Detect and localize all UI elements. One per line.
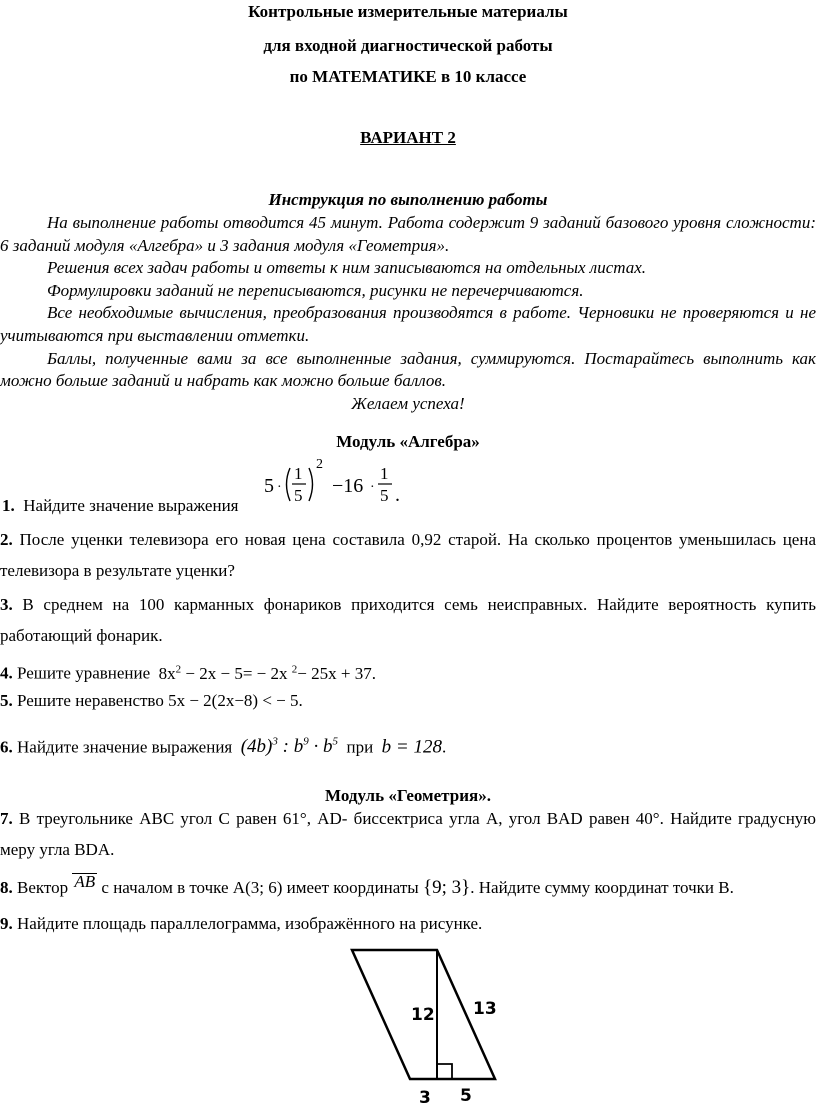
task-1 <box>0 454 816 524</box>
task-8-post: . Найдите сумму координат точки B. <box>470 878 734 897</box>
task-8-vector: AB <box>74 872 96 891</box>
task-6: 6. Найдите значение выражения $(4b)^3$ : $b^9 \cdot b^5$ при b = 128. <box>0 736 447 758</box>
formula-num: 1 <box>294 464 303 483</box>
base-right-label: 5 <box>460 1086 472 1106</box>
task-8-mid: с началом в точке A(3; 6) имеет координаты <box>101 878 419 897</box>
task-9-text: Найдите площадь параллелограмма, изображённого на рисунке. <box>17 914 483 933</box>
header-line-3: по МАТЕМАТИКЕ в 10 классе <box>289 67 527 86</box>
svg-text:·: · <box>277 480 282 495</box>
task-6-expression: $(4b)^3$ : $b^9 \cdot b^5$ <box>240 736 338 758</box>
formula-exp: 2 <box>316 457 323 472</box>
height-label: 12 <box>411 1005 435 1025</box>
side-label: 13 <box>473 999 497 1019</box>
task-8 <box>0 872 816 903</box>
instructions-p3: Формулировки заданий не переписываются, рисунки не перечерчиваются. <box>47 280 584 300</box>
formula-num2: 1 <box>380 464 389 483</box>
formula-den2: 5 <box>380 486 389 505</box>
instructions-title: Инструкция по выполнению работы <box>268 190 548 209</box>
formula-coef: 5 <box>264 475 274 497</box>
task-1-number: 1. <box>2 496 15 515</box>
task-4-text: Решите уравнение <box>17 663 151 683</box>
header-line-2: для входной диагностической работы <box>263 36 553 55</box>
task-5-text: Решите неравенство <box>17 691 164 710</box>
task-5-inequality: 5x − 2(2x−8) < − 5. <box>168 691 303 710</box>
task-6-number: 6. <box>0 737 13 757</box>
task-6-condition: b = 128 <box>381 736 442 758</box>
task-2 <box>0 524 816 586</box>
instructions-p4: Все необходимые вычисления, преобразования производятся в работе. Черновики не проверяются и не учитываются при выставлении отметки. <box>0 303 816 345</box>
instructions-body <box>0 212 816 415</box>
task-3-text: В среднем на 100 карманных фонариков приходится семь неисправных. Найдите вероятность купить работающий фонарик. <box>0 595 816 645</box>
algebra-module-title: Модуль «Алгебра» <box>336 432 480 451</box>
task-7 <box>0 803 816 865</box>
right-angle-mark <box>437 1064 452 1079</box>
task-4 <box>0 654 816 689</box>
task-3 <box>0 589 816 651</box>
geometry-module-title: Модуль «Геометрия». <box>325 786 491 805</box>
task-1-text: Найдите значение выражения <box>23 496 239 515</box>
task-2-number: 2. <box>0 530 13 549</box>
task-5-number: 5. <box>0 691 13 710</box>
instructions-p1: На выполнение работы отводится 45 минут. Работа содержит 9 заданий базового уровня сложности: 6 заданий модуля «Алгебра» и 3 задания модуля «Геометрия». <box>0 213 816 255</box>
task-6-text: Найдите значение выражения <box>17 737 233 757</box>
formula-minus: −16 <box>332 475 364 497</box>
instructions-wish: Желаем успеха! <box>351 393 465 413</box>
svg-text:·: · <box>370 480 375 495</box>
header-line-1: Контрольные измерительные материалы <box>248 2 568 21</box>
task-8-pre: Вектор <box>17 878 69 897</box>
task-4-number: 4. <box>0 663 13 683</box>
task-9-number: 9. <box>0 914 13 933</box>
task-9 <box>0 908 816 939</box>
task-7-number: 7. <box>0 809 13 828</box>
task-7-text: В треугольнике ABC угол C равен 61°, AD- биссектриса угла A, угол BAD равен 40°. Найдите градусную меру угла BDA. <box>0 809 816 859</box>
task-5 <box>0 685 816 716</box>
variant-title: ВАРИАНТ 2 <box>360 128 456 147</box>
task-1-formula <box>262 454 412 514</box>
task-6-when: при <box>346 737 374 757</box>
instructions-p5: Баллы, полученные вами за все выполненные задания, суммируются. Постарайтесь выполнить как можно больше заданий и набрать как можно больше баллов. <box>0 348 816 391</box>
task-8-number: 8. <box>0 878 13 897</box>
formula-den: 5 <box>294 486 303 505</box>
task-2-text: После уценки телевизора его новая цена составила 0,92 старой. На сколько процентов уменьшилась цена телевизора в результате уценки? <box>0 530 816 580</box>
parallelogram-figure <box>340 940 510 1111</box>
instructions-p2: Решения всех задач работы и ответы к ним записываются на отдельных листах. <box>47 258 647 278</box>
svg-text:.: . <box>395 484 400 506</box>
task-3-number: 3. <box>0 595 13 614</box>
task-8-coords: {9; 3} <box>422 877 471 898</box>
base-left-label: 3 <box>419 1088 431 1108</box>
task-4-equation: $8x^2 - 2x - 5= - 2x$ $^2$− 25x + 37. <box>158 663 376 683</box>
